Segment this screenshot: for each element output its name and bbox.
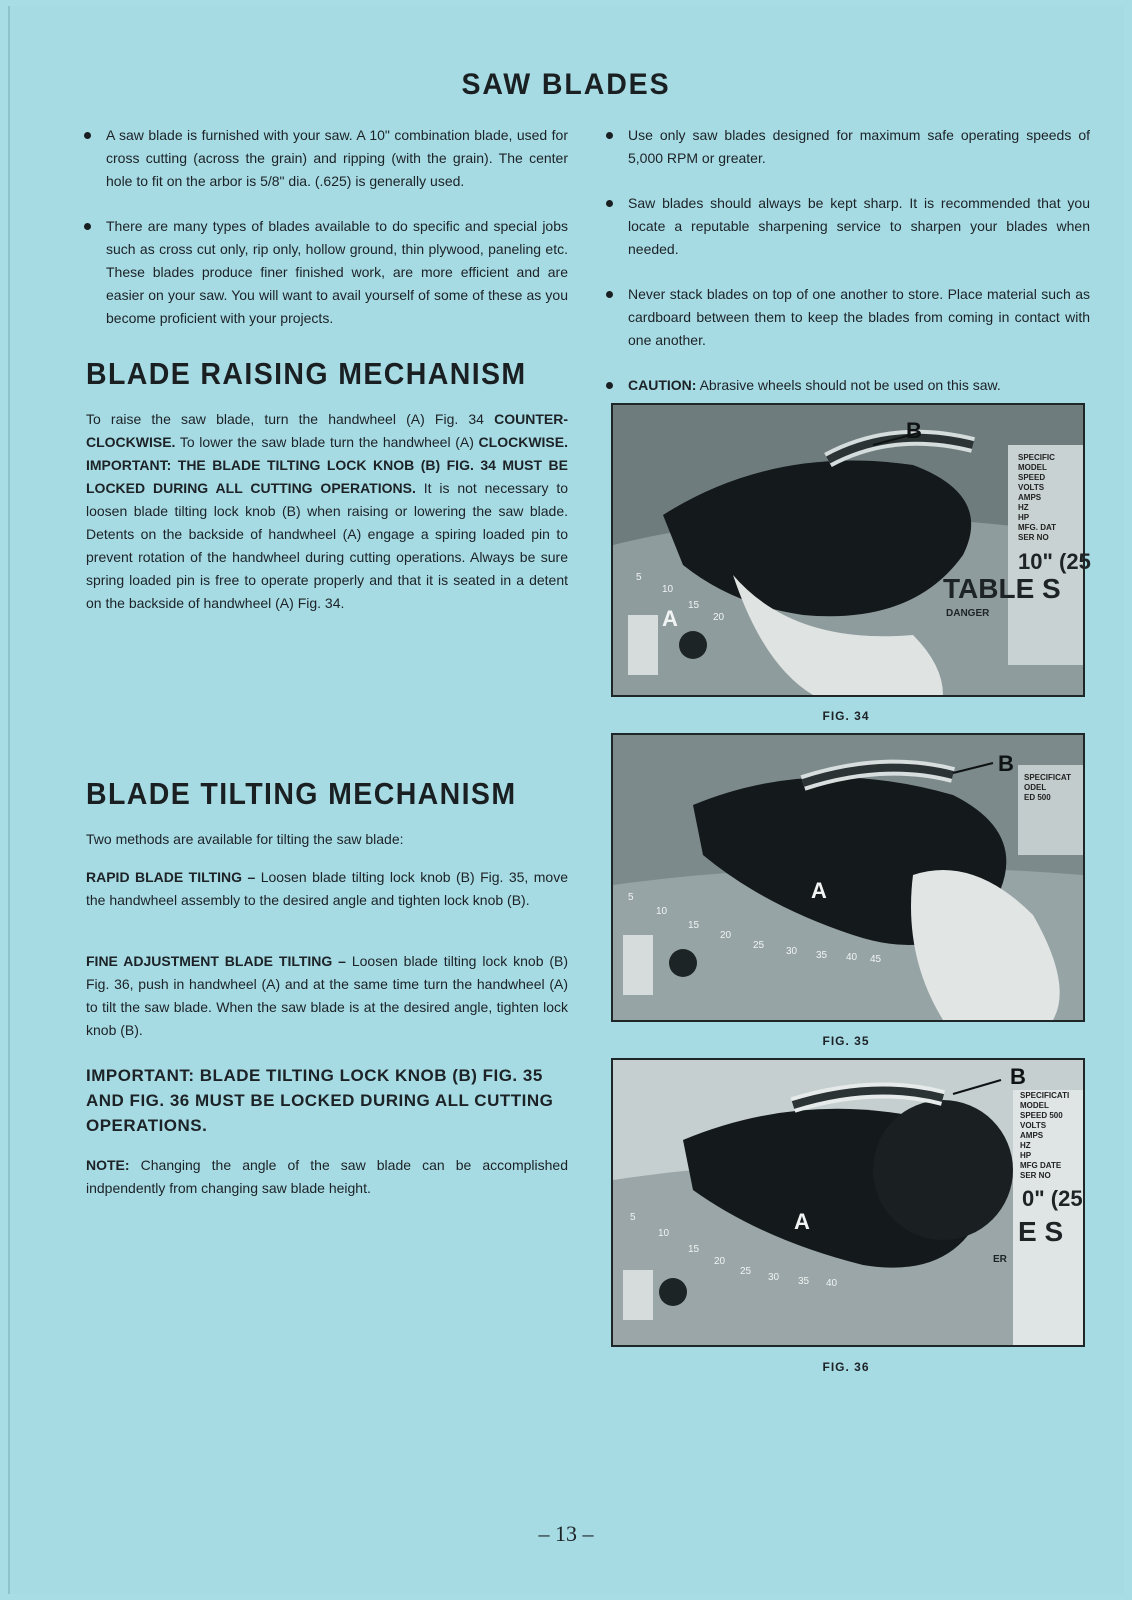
fig-36-scale-15: 15 <box>688 1244 700 1255</box>
fig-35-scale-15: 15 <box>688 920 700 931</box>
raising-heading: BLADE RAISING MECHANISM <box>86 356 527 391</box>
saw-blade-bullet-5: Never stack blades on top of one another to store. Place material such as cardboard between them to keep the blades from coming in contact with one another. <box>600 283 1090 352</box>
fig-36-scale-25: 25 <box>740 1266 752 1277</box>
plate-line: HZ <box>1020 1141 1031 1150</box>
plate-line: SPECIFICATI <box>1020 1091 1070 1100</box>
fig-35-label-a: A <box>811 878 827 903</box>
raising-text-3: It is not necessary to loosen blade tilting lock knob (B) when raising or lowering the saw blade. Detents on the backside of handwheel (A) engage a spiring loaded pin to prevent rotation of the handwheel during cutting operations. Always be sure spring loaded pin is free to operate properly and that it is seated in a detent on the backside of handwheel (A) Fig. 34. <box>86 480 568 611</box>
plate-line: AMPS <box>1020 1131 1044 1140</box>
fig-34-scale-20: 20 <box>713 612 725 623</box>
fig-36-scale-5: 5 <box>630 1212 636 1223</box>
plate-line: MODEL <box>1018 463 1047 472</box>
fig-36-scale-30: 30 <box>768 1272 780 1283</box>
fig-35-scale-45: 45 <box>870 954 882 965</box>
fine-tilting-text: Loosen blade tilting lock knob (B) Fig. 36, push in handwheel (A) and at the same time turn the handwheel (A) to tilt the saw blade. When the saw blade is at the desired angle, tighten lock knob (B). <box>86 953 569 1038</box>
raising-text-1: To raise the saw blade, turn the handwheel (A) Fig. 34 <box>86 411 484 427</box>
fig-34-scale-10: 10 <box>662 584 674 595</box>
saw-blade-bullet-4: Saw blades should always be kept sharp. It is recommended that you locate a reputable sharpening service to sharpen your blades when needed. <box>600 192 1090 261</box>
saw-blades-right-column <box>600 124 1090 419</box>
raising-text-2: To lower the saw blade turn the handwheel (A) <box>179 434 474 450</box>
fig-36-plate-table: E S <box>1018 1216 1064 1247</box>
fig-35-scale-25: 25 <box>753 940 765 951</box>
fig-36-illustration <box>613 1060 1083 1345</box>
fig-34-plate-danger: DANGER <box>946 608 990 619</box>
raising-paragraph <box>86 408 568 615</box>
note-text: Changing the angle of the saw blade can be accomplished indpendently from changing saw blade height. <box>86 1157 568 1196</box>
plate-line: AMPS <box>1018 493 1042 502</box>
fig-36-spec-plate <box>1020 1091 1080 1181</box>
page-number: – 13 – <box>538 1521 594 1546</box>
fig-34-label-b: B <box>906 418 922 443</box>
plate-line: SER NO <box>1018 533 1049 542</box>
fig-34-spec-plate <box>1018 453 1078 543</box>
rapid-tilting-label: RAPID BLADE TILTING – <box>86 869 256 885</box>
plate-line: ODEL <box>1024 783 1047 792</box>
plate-line: SPEED 500 <box>1020 1111 1063 1120</box>
raising-text-2-bold: CLOCKWISE. IMPORTANT: THE BLADE TILTING LOCK KNOB (B) FIG. 34 MUST BE LOCKED DURING ALL CUTTING OPERATIONS. <box>86 434 568 496</box>
fine-tilting-label: FINE ADJUSTMENT BLADE TILTING – <box>86 953 346 969</box>
plate-line: ED 500 <box>1024 793 1051 802</box>
plate-line: SPECIFIC <box>1018 453 1055 462</box>
plate-line: SPEED <box>1018 473 1046 482</box>
caution-label: CAUTION: <box>628 377 697 393</box>
fig-34-label-a: A <box>662 606 678 631</box>
saw-blade-bullet-3: Use only saw blades designed for maximum safe operating speeds of 5,000 RPM or greater. <box>600 124 1090 170</box>
fig-35-caption: FIG. 35 <box>822 1034 870 1048</box>
tilting-intro: Two methods are available for tilting the saw blade: <box>86 831 404 847</box>
plate-line: MFG. DAT <box>1018 523 1057 532</box>
manual-page <box>8 6 1124 1594</box>
fig-36-scale-35: 35 <box>798 1276 810 1287</box>
note-paragraph <box>86 1154 568 1200</box>
fig-34-photo <box>611 403 1085 697</box>
tilting-heading: BLADE TILTING MECHANISM <box>86 776 517 811</box>
page-edge <box>8 6 10 1594</box>
caution-text: Abrasive wheels should not be used on this saw. <box>699 377 1001 393</box>
fig-34-caption: FIG. 34 <box>822 709 870 723</box>
saw-blades-heading: SAW BLADES <box>461 68 671 101</box>
fig-36-plate-big: 0" (25 <box>1022 1186 1083 1211</box>
fig-36-photo <box>611 1058 1085 1347</box>
fig-36-label-b: B <box>1010 1064 1026 1089</box>
fig-35-scale-10: 10 <box>656 906 668 917</box>
plate-line: MODEL <box>1020 1101 1049 1110</box>
rapid-tilting-paragraph <box>86 866 568 912</box>
fig-35-scale-20: 20 <box>720 930 732 941</box>
tilting-important: IMPORTANT: BLADE TILTING LOCK KNOB (B) FIG. 35 AND FIG. 36 MUST BE LOCKED DURING ALL CUTTING OPERATIONS. <box>86 1066 554 1135</box>
plate-line: HZ <box>1018 503 1029 512</box>
plate-line: SER NO <box>1020 1171 1051 1180</box>
raising-text-1-bold: COUNTER-CLOCKWISE. <box>86 411 569 450</box>
fig-36-scale-20: 20 <box>714 1256 726 1267</box>
fig-35-illustration <box>613 735 1083 1020</box>
fig-36-label-a: A <box>794 1209 810 1234</box>
fig-35-photo <box>611 733 1085 1022</box>
plate-line: HP <box>1018 513 1030 522</box>
fig-35-scale-35: 35 <box>816 950 828 961</box>
fig-34-plate-table: TABLE S <box>943 573 1061 604</box>
fig-36-plate-danger: ER <box>993 1254 1007 1265</box>
plate-line: VOLTS <box>1018 483 1045 492</box>
fig-34-plate-big: 10" (25 <box>1018 549 1091 574</box>
fig-34-scale-5: 5 <box>636 572 642 583</box>
saw-blade-bullet-1: A saw blade is furnished with your saw. A 10" combination blade, used for cross cutting (across the grain) and ripping (with the grain). The center hole to fit on the arbor is 5/8" dia. (.625) is generally used. <box>78 124 568 193</box>
fig-36-caption: FIG. 36 <box>822 1360 870 1374</box>
fig-35-scale-30: 30 <box>786 946 798 957</box>
fig-34-scale-15: 15 <box>688 600 700 611</box>
plate-line: VOLTS <box>1020 1121 1047 1130</box>
plate-line: HP <box>1020 1151 1032 1160</box>
plate-line: SPECIFICAT <box>1024 773 1071 782</box>
plate-line: MFG DATE <box>1020 1161 1062 1170</box>
rapid-tilting-text: Loosen blade tilting lock knob (B) Fig. 35, move the handwheel assembly to the desired angle and tighten lock knob (B). <box>86 869 568 908</box>
fig-35-spec-plate <box>1024 773 1079 803</box>
fig-35-scale-5: 5 <box>628 892 634 903</box>
saw-blades-left-column <box>78 124 568 352</box>
fig-34-illustration <box>613 405 1083 695</box>
saw-blade-bullet-2: There are many types of blades available to do specific and special jobs such as cross cut only, rip only, hollow ground, thin plywood, paneling etc. These blades produce finer finished work, are more efficient and are easier on your saw. You will want to avail yourself of some of these as you become proficient with your projects. <box>78 215 568 330</box>
caution-bullet <box>600 374 1090 397</box>
fig-35-label-b: B <box>998 751 1014 776</box>
fig-36-scale-40: 40 <box>826 1278 838 1289</box>
note-label: NOTE: <box>86 1157 130 1173</box>
fine-tilting-paragraph <box>86 950 568 1042</box>
fig-35-scale-40: 40 <box>846 952 858 963</box>
fig-36-scale-10: 10 <box>658 1228 670 1239</box>
